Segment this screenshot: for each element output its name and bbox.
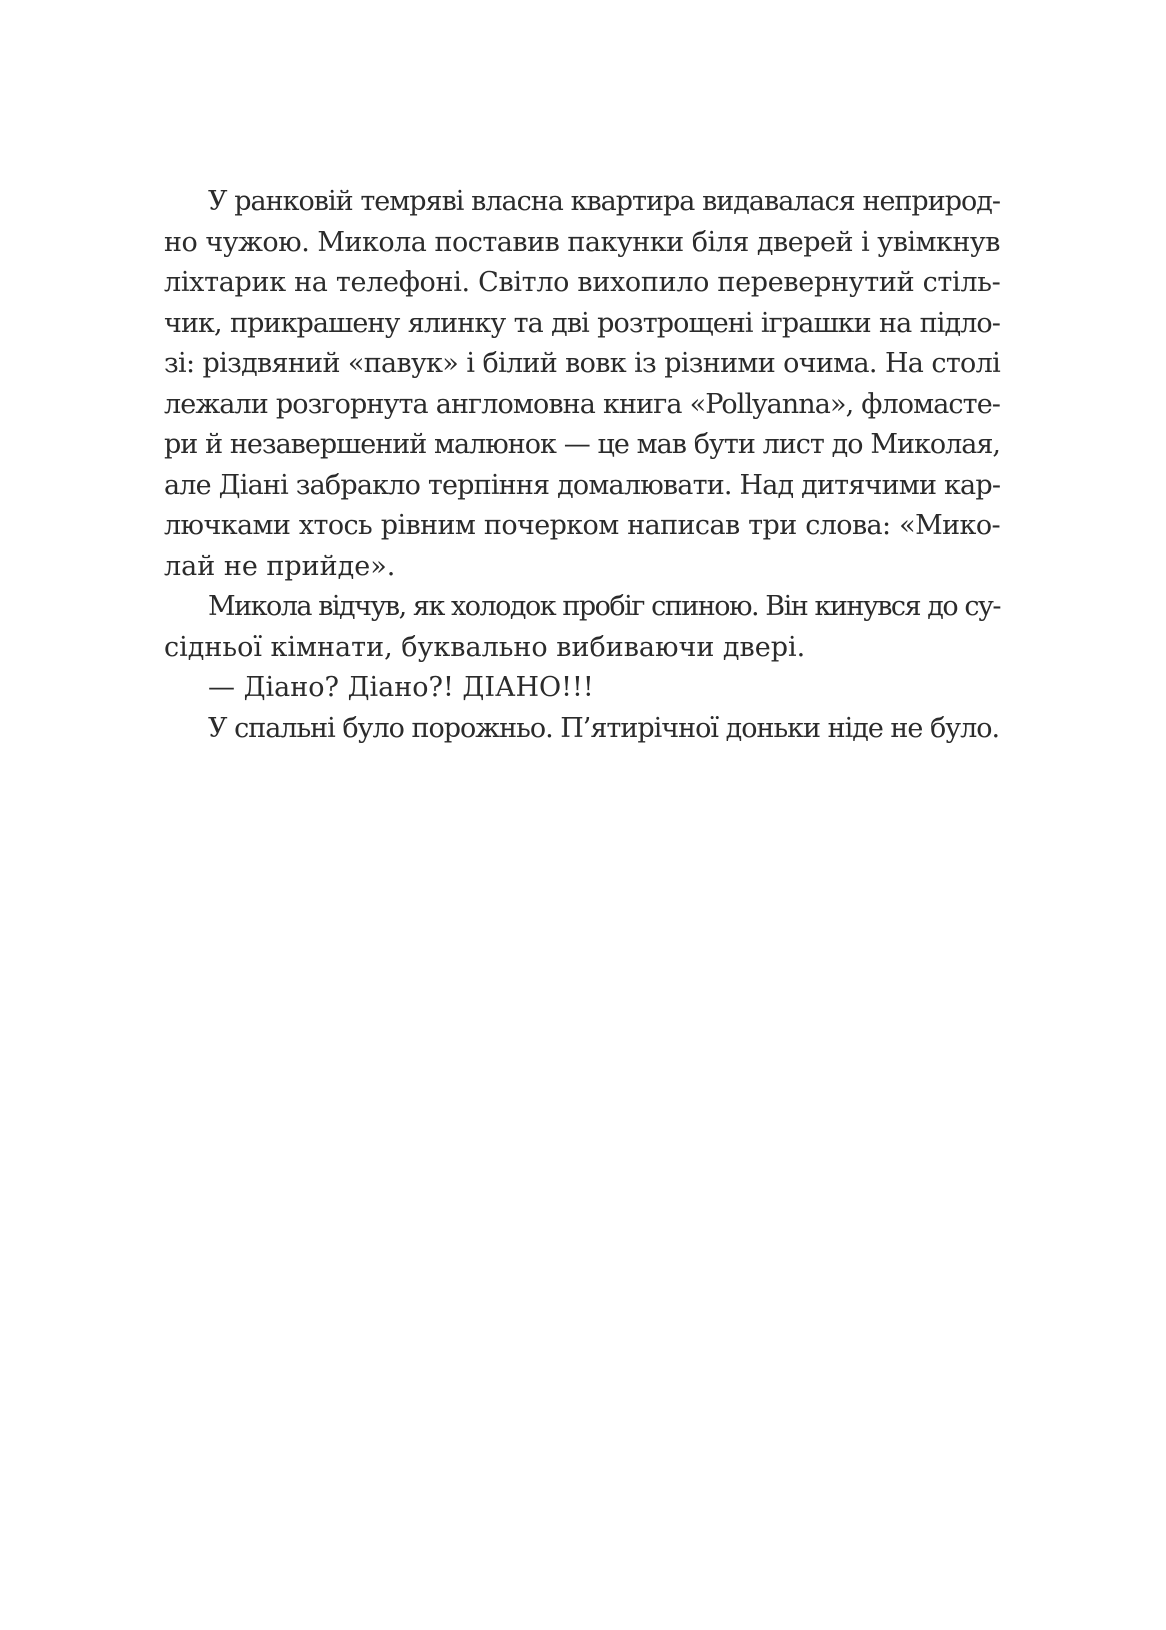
text-line: лежали розгорнута англомовна книга «Pollyanna», фломасте- [164, 388, 1000, 420]
text-line: Микола відчув, як холодок пробіг спиною. Він кинувся до су- [208, 591, 1000, 622]
text-line: сідньої кімнати, буквально вибиваючи двері. [164, 631, 806, 663]
text-line: лай не прийде». [164, 550, 396, 582]
body-text [164, 182, 1000, 749]
text-line: — Діано? Діано?! ДІАНО!!! [208, 672, 594, 703]
text-line: У ранковій темряві власна квартира видавалася неприрод- [208, 186, 1000, 217]
text-line: ліхтарик на телефоні. Світло вихопило перевернутий стіль- [164, 267, 1001, 298]
text-line: лючками хтось рівним почерком написав три слова: «Мико- [164, 510, 1000, 541]
text-line: У спальні було порожньо. П’ятирічної доньки ніде не було. [208, 712, 1000, 744]
paragraph [164, 182, 1000, 587]
text-line: чик, прикрашену ялинку та дві розтрощені іграшки на підло- [164, 307, 1000, 339]
text-line: але Діані забракло терпіння домалювати. Над дитячими кар- [164, 469, 1001, 501]
dialogue-paragraph [164, 668, 1000, 709]
text-line: ри й незавершений малюнок — це мав бути лист до Миколая, [164, 429, 1000, 460]
paragraph [164, 709, 1000, 750]
text-line: зі: різдвяний «павук» і білий вовк із різними очима. На столі [164, 348, 1000, 379]
text-line: но чужою. Микола поставив пакунки біля дверей і увімкнув [164, 226, 1000, 258]
paragraph [164, 587, 1000, 668]
